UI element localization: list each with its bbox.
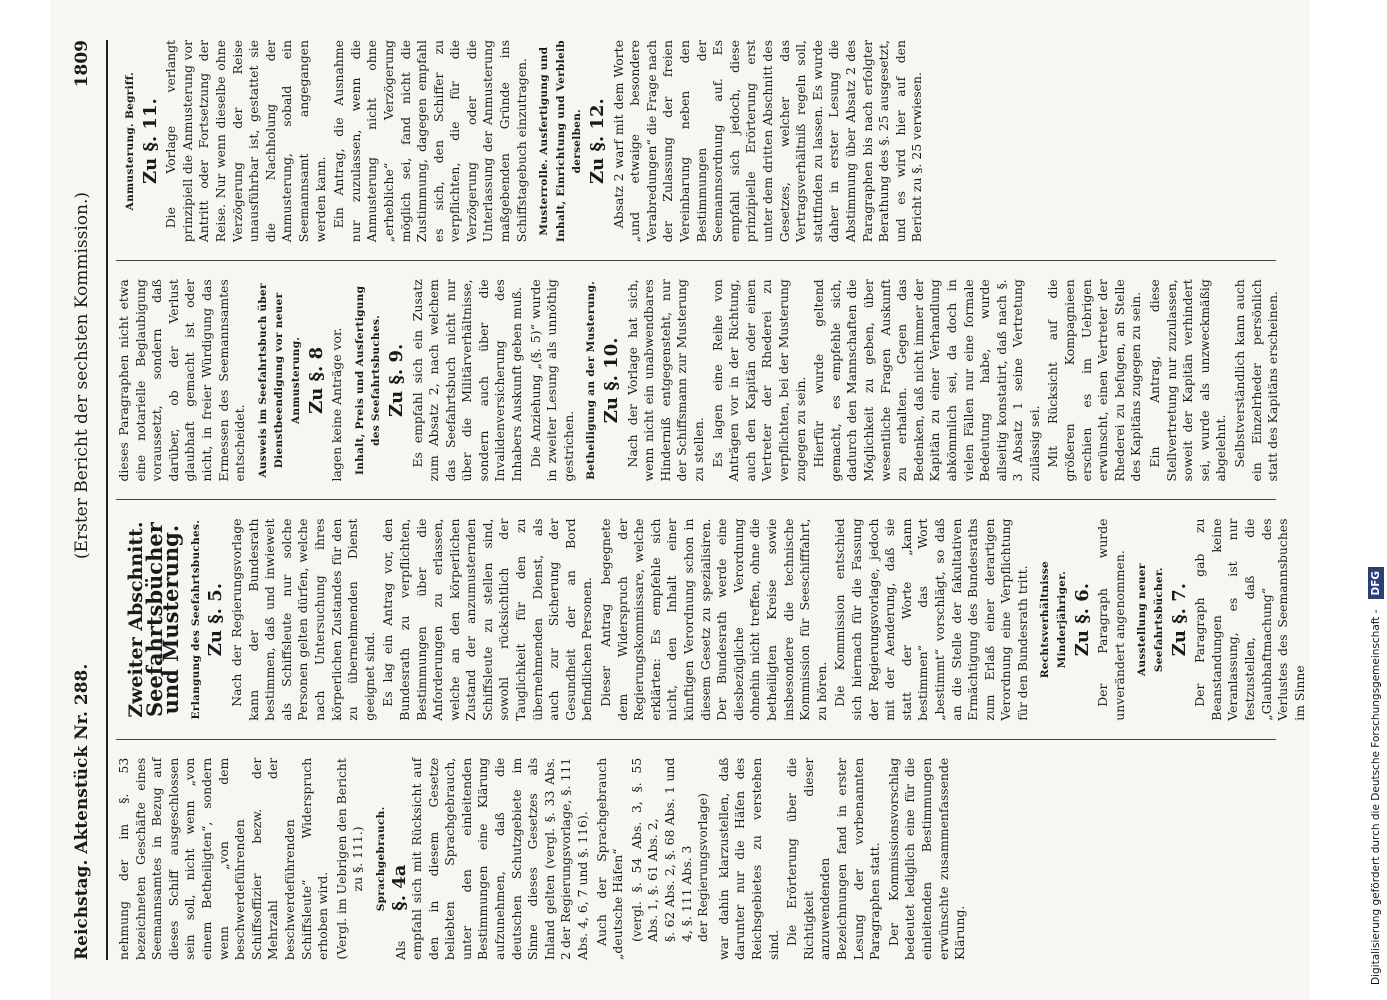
header-center: (Erster Bericht der sechsten Kommission.) xyxy=(72,191,92,560)
paragraph: Ein Antrag, die Ausnahme nur zuzulassen, wenn die Anmusterung nicht ohne „erhebliche“ Verzögerung möglich sei, fand nicht die Zustimmung, dagegen empfahl es sich, den Schiffer zu verpflichten, die für die Verzögerung oder die Unterlassung der Anmusterung maßgebenden Gründe ins Schiffstagebuch einzutragen. xyxy=(331,40,529,243)
paragraph: nehmung der im §. 53 bezeichneten Geschäfte eines Seemannsamtes in Bezug auf dieses Schiff ausgeschlossen sein soll, nicht wenn „von einem Betheiligten“, sondern wenn „von dem beschwerdeführenden Schiffsoffizier bezw. der Mehrzahl der beschwerdeführenden Schiffsleute“ Widerspruch erhoben wird. xyxy=(116,757,331,960)
rotated-page-content xyxy=(50,0,1310,1000)
section-title: Seefahrtsbücher und Musterung. xyxy=(141,522,184,718)
section-number: Zu §. 12. xyxy=(587,98,609,185)
document-page xyxy=(50,0,1310,1000)
column-3 xyxy=(116,279,1281,482)
section-number: Zu §. 8 xyxy=(305,346,327,414)
section-number: Zu §. 7. xyxy=(1168,583,1190,657)
subheading: Anmusterung. Begriff. xyxy=(124,71,136,211)
page-number: 1809 xyxy=(72,40,92,88)
paragraph: Selbstverständlich kann auch ein Einzelrheder persönlich statt des Kapitäns erscheinen. xyxy=(1232,279,1281,482)
subheading: Rechtsverhältnisse Minderjähriger. xyxy=(1039,560,1069,679)
paragraph: Absatz 2 warf mit dem Worte „und etwaige besondere Verabredungen“ die Frage nach der Zulassung der freien Vereinbarung neben den Bestimmungen der Seemannsordnung auf. Es empfahl sich jedoch, diese prinzipielle Erörterung erst unter dem dritten Abschnitt des Gesetzes, welcher das Vertragsverhältniß regeln soll, stattfinden zu lassen. Es wurde daher in erster Lesung die Abstimmung über Absatz 2 des Paragraphen bis nach erfolgter Berathung des §. 25 ausgesetzt, und es wird hier auf den Bericht zu §. 25 verwiesen. xyxy=(610,40,925,243)
column-4 xyxy=(116,40,1276,242)
column-rule xyxy=(116,739,1276,740)
paragraph: Der Kommissionsvorschlag bedeutet lediglich eine für die einleitenden Bestimmungen erwünschte zusammenfassende Klärung. xyxy=(885,757,968,960)
subheading: Erlangung des Seefahrtsbuches. xyxy=(189,519,202,720)
paragraph: Mit Rücksicht auf die größeren Kompagnieen erschien es im Uebrigen erwünscht, einen Vertreter der Rhederei zu befugen, an Stelle des Kapitäns zugegen zu sein. xyxy=(1045,279,1144,482)
paragraph: Es lagen eine Reihe von Anträgen vor in der Richtung, auch den Kapitän oder einen Vertreter der Rhederei zu verpflichten, bei der Musterung zugegen zu sein. xyxy=(709,279,808,482)
section-number: Zu §. 9. xyxy=(385,343,407,417)
paragraph: Es lag ein Antrag vor, den Bundesrath zu verpflichten, Bestimmungen über die Anforderungen zu erlassen, welche an den körperlichen Zustand der anzumusternden Schiffsleute zu stellen sind, sowohl rücksichtlich der Tauglichkeit für den zu übernehmenden Dienst, als auch zur Sicherung der Gesundheit der an Bord befindlichen Personen. xyxy=(380,518,595,721)
reference-line: der Regierungsvorlage) xyxy=(695,792,711,942)
cross-reference: (Vergl. im Uebrigen den Bericht zu §. 111.) xyxy=(333,758,366,960)
paragraph: Auch der Sprachgebrauch „deutsche Häfen“ xyxy=(593,757,626,960)
section-number: Zu §. 5. xyxy=(205,583,227,657)
dfg-logo: DFG xyxy=(1368,567,1384,600)
paragraph: Ein Antrag, diese Stellvertretung nur zuzulassen, soweit der Kapitän verhindert sei, wurde als unzweckmäßig abgelehnt. xyxy=(1147,279,1229,482)
paragraph: Die Erörterung über die Richtigkeit dieser anzuwendenden Bezeichnungen fand in erster Lesung der vorbenannten Paragraphen statt. xyxy=(784,757,883,960)
paragraph: Dieser Antrag begegnete dem Widerspruch der Regierungskommissare, welche erklärten: Es empfehle sich nicht, den Inhalt einer künftigen Verordnung schon in diesem Gesetz zu spezialisiren. Der Bundesrath werde eine diesbezügliche Verordnung ohnehin nicht treffen, ohne die betheiligten Kreise sowie insbesondere die technische Kommission für Seeschifffahrt, zu hören. xyxy=(598,518,829,721)
paragraph: Der Paragraph wurde unverändert angenommen. xyxy=(1095,518,1127,721)
subheading: Sprachgebrauch. xyxy=(374,806,387,912)
subheading: Inhalt, Preis und Ausfertigung des Seefahrtsbuches. xyxy=(353,285,383,476)
column-rule xyxy=(116,500,1276,501)
paragraph: Nach der Regierungsvorlage kann der Bundesrath bestimmen, daß und inwieweit als Schiffsleute nur solche Personen gelten dürfen, welche nach Untersuchung ihres körperlichen Zustandes für den zu übernehmenden Dienst geeignet sind. xyxy=(228,518,377,721)
section-number: Zu §. 10. xyxy=(601,337,623,424)
reference-list xyxy=(629,758,712,960)
reference-line: (vergl. §. 54 Abs. 3, §. 55 Abs. 1, §. 61 Abs. 2, xyxy=(628,757,661,942)
paragraph: Hierfür wurde geltend gemacht, es empfehle sich, dadurch den Mannschaften die Möglichkeit zu geben, über wesentliche Fragen Auskunft zu erhalten. Gegen das Bedenken, daß nicht immer der Kapitän zu einer Verhandlung abkömmlich sei, da doch in vielen Fällen nur eine formale Bedeutung habe, wurde allseitig konstatirt, daß nach §. 3 Absatz 1 seine Vertretung zulässig sei. xyxy=(811,279,1042,482)
subheading: Betheiligung an der Musterung. xyxy=(585,280,598,480)
paragraph: Der Paragraph gab zu Beanstandungen keine Veranlassung, es ist nur festzustellen, daß die „Glaubhaftmachung“ des Verlustes des Seemannsbuches im Sinne xyxy=(1192,518,1307,721)
paragraph: Nach der Vorlage hat sich, wenn nicht ein unabwendbares Hinderniß entgegensteht, nur der Schiffsmann zur Musterung zu stellen. xyxy=(624,279,706,482)
paragraph: empfahl sich mit Rücksicht auf den in diesem Gesetze beliebten Sprachgebrauch, unter den einleitenden Bestimmungen eine Klärung aufzunehmen, daß die deutschen Schutzgebiete im Sinne dieses Gesetzes als Inland gelten (vergl. §. 33 Abs. 2 der Regierungsvorlage, §. 111 Abs. 4, 6, 7 und §. 116). xyxy=(409,757,591,960)
paragraph: Die Vorlage verlangt prinzipiell die Anmusterung vor Antritt oder Fortsetzung der Reise. Nur wenn dieselbe ohne Verzögerung der Reise unausführbar ist, gestattet sie die Nachholung der Anmusterung, sobald ein Seemannsamt angegangen werden kann. xyxy=(163,40,328,243)
lead-line xyxy=(388,758,410,960)
section-number: Zu §. 11. xyxy=(139,98,161,185)
running-head xyxy=(72,40,108,960)
column-rule xyxy=(116,260,1276,261)
reference-line: §. 62 Abs. 2, §. 68 Abs. 1 und 4, §. 111 Abs. 3 xyxy=(662,757,694,942)
section-heading: Zweiter Abschnitt. xyxy=(125,521,147,718)
section-number: §. 4a xyxy=(388,864,410,911)
subheading: Musterrolle. Ausfertigung und Inhalt, Einrichtung und Verbleib derselben. xyxy=(538,40,584,243)
paragraph: Es empfahl sich ein Zusatz zum Absatz 2, nach welchem das Seefahrtsbuch nicht nur über die Militärverhältnisse, sondern auch über die Invalidenversicherung des Inhabers Auskunft geben muß. xyxy=(409,279,525,482)
header-left: Reichstag. Aktenstück Nr. 288. xyxy=(72,663,92,960)
text-columns xyxy=(116,40,1307,960)
subheading: Ausstellung neuer Seefahrtsbücher. xyxy=(1136,563,1166,676)
paragraph: lagen keine Anträge vor. xyxy=(329,327,345,482)
subheading: Ausweis im Seefahrtsbuch über Dienstbeendigung vor neuer Anmusterung. xyxy=(256,283,302,478)
lead-word: Als xyxy=(392,940,408,960)
paragraph: Die Kommission entschied sich hiernach für die Fassung der Regierungsvorlage, jedoch mit der Aenderung, daß sie statt der Worte „kann bestimmen“ das Wort „bestimmt“ vorschlägt, so daß an die Stelle der fakultativen Ermächtigung des Bundesraths zum Erlaß einer derartigen Verordnung eine Verpflichtung für den Bundesrath tritt. xyxy=(832,518,1030,721)
section-number: Zu §. 6. xyxy=(1071,583,1093,657)
credit-text: Digitalisierung gefördert durch die Deutsche Forschungsgemeinschaft - xyxy=(1370,609,1382,985)
paragraph: dieses Paragraphen nicht etwa eine notarielle Beglaubigung voraussetzt, sondern daß darüber, ob der Verlust glaubhaft gemacht ist oder nicht, in freier Würdigung das Ermessen des Seemannsamtes entscheidet. xyxy=(116,279,248,482)
paragraph: Die Anziehung „(§. 5)“ wurde in zweiter Lesung als unnöthig gestrichen. xyxy=(527,279,576,482)
column-1 xyxy=(116,758,1276,960)
paragraph: war dahin klarzustellen, daß darunter nur die Häfen des Reichsgebietes zu verstehen sind. xyxy=(715,757,781,960)
column-2 xyxy=(116,518,1307,721)
digitization-credit xyxy=(1361,0,1383,1000)
